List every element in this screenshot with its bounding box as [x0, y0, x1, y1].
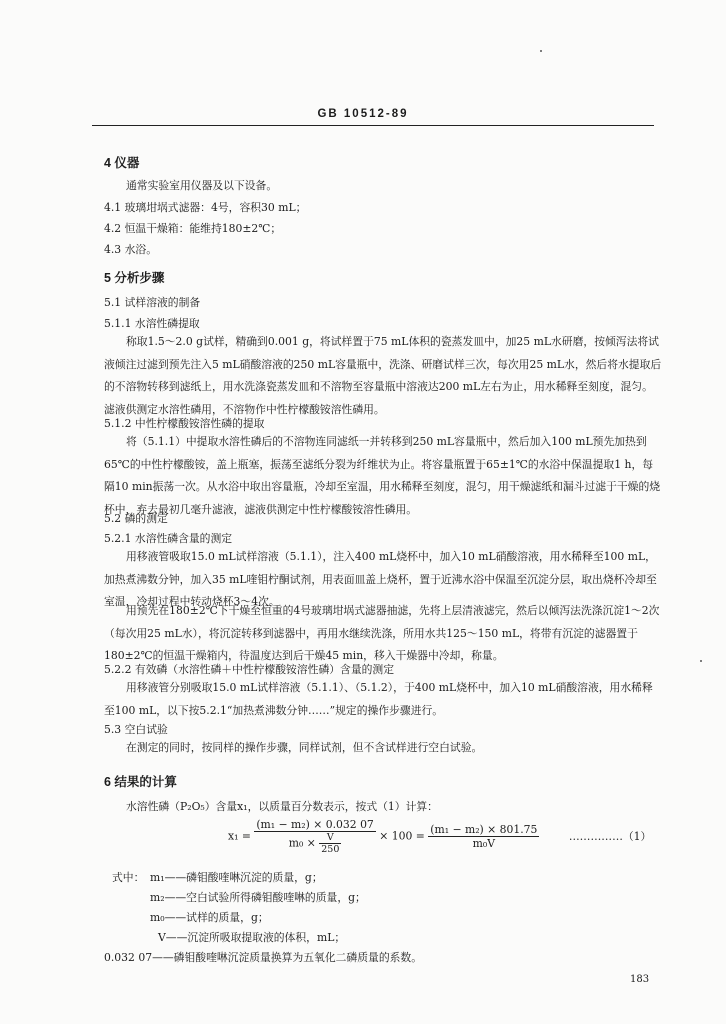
paragraph-5-1-1: 称取1.5～2.0 g试样，精确到0.001 g，将试样置于75 mL体积的瓷蒸发皿中，加25 mL水研磨，按倾泻法将试液倾注过滤到预先注入5 mL硝酸溶液的250 mL容量瓶中，洗涤、研磨试样三次，每次用25 mL水，然后将水提取后的不溶物转移到滤纸上，用水洗涤瓷蒸发皿和不溶物至容量瓶中溶液达200 mL左右为止，用水稀释至刻度，混匀。滤液供测定水溶性磷用，不溶物作中性柠檬酸铵溶性磷用。 — [104, 335, 662, 416]
section-5-title: 5 分析步骤 — [104, 271, 165, 285]
heading-5-1: 5.1 试样溶液的制备 — [104, 296, 201, 309]
section-4-intro: 通常实验室用仪器及以下设备。 — [126, 179, 278, 192]
formula-fraction-2 — [428, 823, 539, 850]
header-rule — [92, 125, 654, 126]
heading-5-3: 5.3 空白试验 — [104, 723, 168, 736]
item-4-1: 4.1 玻璃坩埚式滤器：4号，容积30 mL； — [104, 201, 307, 214]
page-number: 183 — [630, 974, 650, 985]
formula-times-100: × 100 = — [379, 829, 425, 843]
item-4-2: 4.2 恒温干燥箱：能维持180±2℃； — [104, 222, 282, 235]
formula-numerator-1: (m₁ − m₂) × 0.032 07 — [256, 818, 374, 831]
heading-5-1-2: 5.1.2 中性柠檬酸铵溶性磷的提取 — [104, 417, 265, 430]
formula-inner-fraction — [319, 832, 341, 855]
paragraph-5-1-2: 将（5.1.1）中提取水溶性磷后的不溶物连同滤纸一并转移到250 mL容量瓶中，然后加入100 mL预先加热到65℃的中性柠檬酸铵，盖上瓶塞，振荡至滤纸分裂为纤维状为止。将容量瓶置于65±1℃的水浴中保温提取1 h，每隔10 min振荡一次。从水浴中取出容量瓶，冷却至室温，用水稀释至刻度，混匀，用干燥滤纸和漏斗过滤于干燥的烧杯中，弃去最初几毫升滤液，滤液供测定中性柠檬酸铵溶性磷用。 — [104, 435, 661, 516]
section-4-title: 4 仪器 — [104, 156, 140, 170]
item-4-3: 4.3 水浴。 — [104, 243, 157, 256]
variable-m0: m₀——试样的质量，g； — [150, 911, 269, 924]
variable-m2: m₂——空白试验所得磷钼酸喹啉的质量，g； — [150, 891, 366, 904]
section-6-intro: 水溶性磷（P₂O₅）含量x₁，以质量百分数表示，按式（1）计算： — [126, 800, 438, 813]
formula-lhs: x₁ = — [228, 829, 251, 843]
variable-m1: m₁——磷钼酸喹啉沉淀的质量，g； — [150, 871, 323, 884]
scan-speck — [540, 50, 542, 52]
formula-fraction-1 — [254, 818, 375, 855]
formula-equation-number: ……………（1） — [568, 829, 652, 843]
section-6-title: 6 结果的计算 — [104, 775, 177, 789]
paragraph-5-2-1-b: 用预先在180±2℃下干燥至恒重的4号玻璃坩埚式滤器抽滤，先将上层清液滤完，然后以倾泻法洗涤沉淀1～2次（每次用25 mL水），将沉淀转移到滤器中，再用水继续洗涤，所用水共125～150 mL，将带有沉淀的滤器置于180±2℃的恒温干燥箱内，待温度达到后干燥45 min，移入干燥器中冷却，称量。 — [104, 604, 660, 662]
paragraph-5-3: 在测定的同时，按同样的操作步骤，同样试剂，但不含试样进行空白试验。 — [126, 741, 483, 754]
heading-5-1-1: 5.1.1 水溶性磷提取 — [104, 317, 200, 330]
variable-v: V——沉淀所吸取提取液的体积，mL； — [158, 931, 346, 944]
formula-1 — [228, 818, 651, 855]
standard-number-header: GB 10512-89 — [317, 108, 409, 120]
formula-numerator-2: (m₁ − m₂) × 801.75 — [430, 823, 538, 836]
where-label: 式中： — [112, 871, 145, 884]
heading-5-2-1: 5.2.1 水溶性磷含量的测定 — [104, 532, 233, 545]
formula-inner-den: 250 — [321, 844, 340, 855]
formula-denominator-1 — [254, 832, 375, 855]
formula-denominator-2: m₀V — [472, 837, 496, 850]
paragraph-5-2-2: 用移液管分别吸取15.0 mL试样溶液（5.1.1）、（5.1.2），于400 mL烧杯中，加入10 mL硝酸溶液，用水稀释至100 mL，以下按5.2.1“加热煮沸数分钟……”规定的操作步骤进行。 — [104, 681, 653, 717]
formula-inner-num: V — [319, 832, 341, 844]
scan-speck — [700, 660, 702, 662]
heading-5-2: 5.2 磷的测定 — [104, 512, 168, 525]
heading-5-2-2: 5.2.2 有效磷（水溶性磷＋中性柠檬酸铵溶性磷）含量的测定 — [104, 663, 395, 676]
variable-coefficient: 0.032 07——磷钼酸喹啉沉淀质量换算为五氧化二磷质量的系数。 — [104, 951, 422, 964]
paragraph-5-2-1-a: 用移液管吸取15.0 mL试样溶液（5.1.1），注入400 mL烧杯中，加入10 mL硝酸溶液，用水稀释至100 mL，加热煮沸数分钟，加入35 mL喹钼柠酮试剂，用表面皿盖上烧杯，置于近沸水浴中保温至沉淀分层，取出烧杯冷却至室温，冷却过程中转动烧杯3～4次。 — [104, 550, 657, 608]
formula-den-m0: m₀ × — [288, 836, 316, 850]
